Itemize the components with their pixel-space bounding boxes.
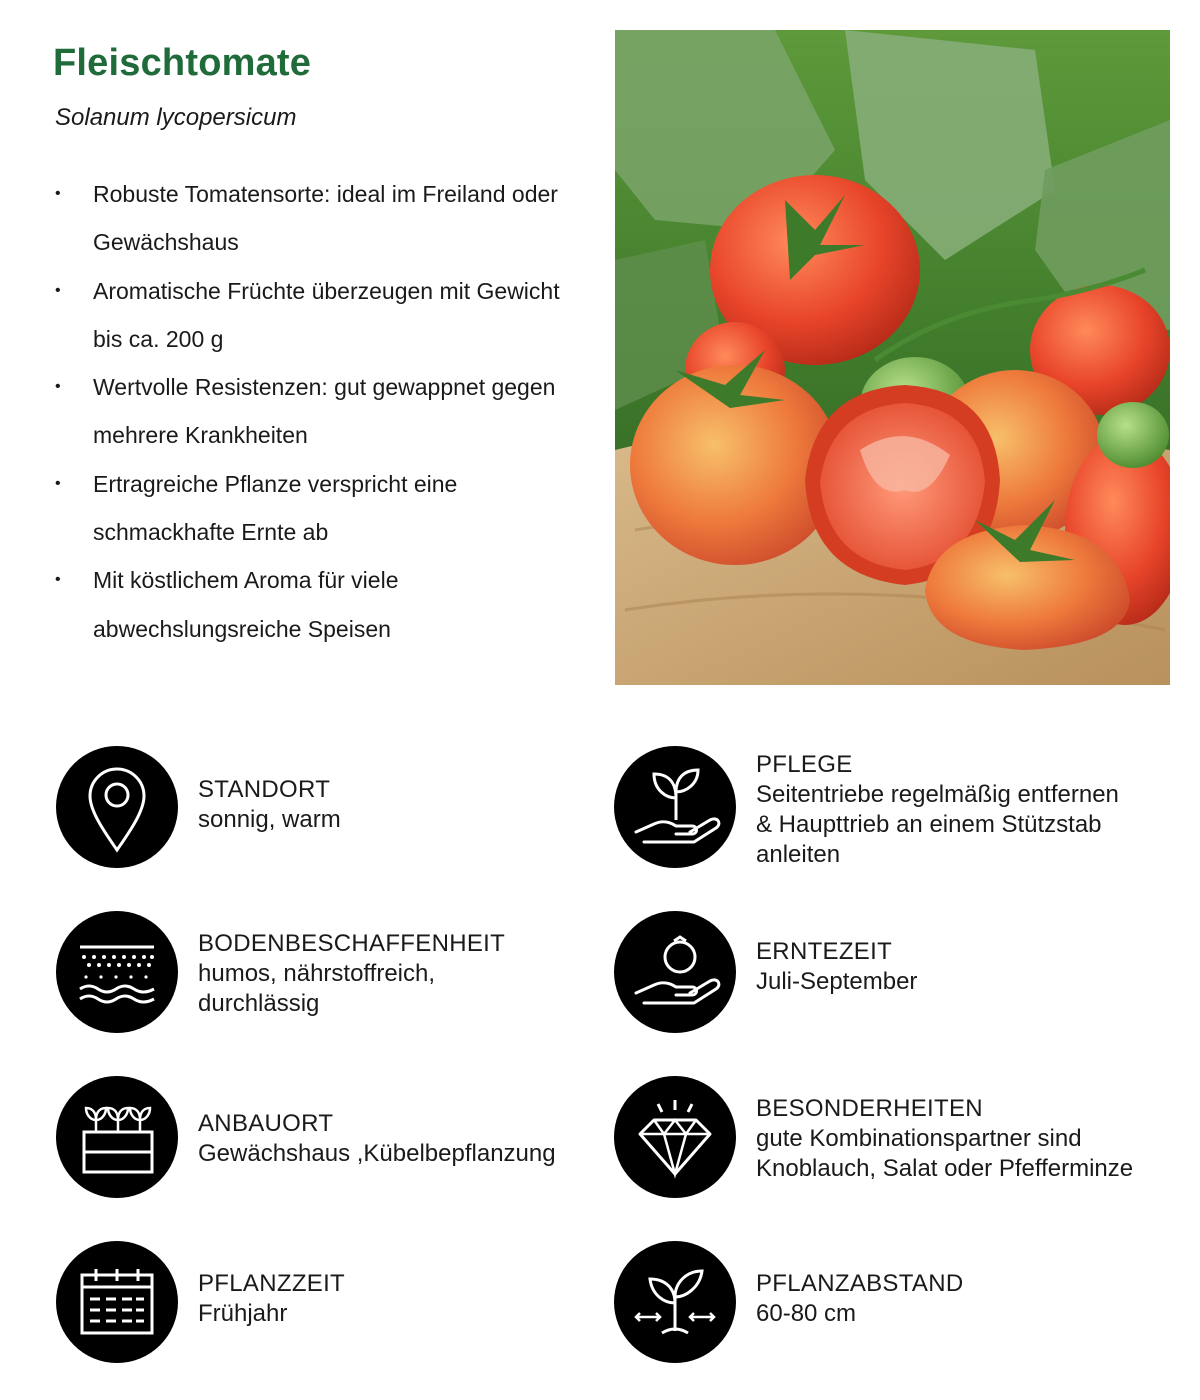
bullet-dot: •	[55, 185, 61, 202]
location-pin-icon	[56, 746, 178, 868]
bullet-dot: •	[55, 281, 61, 299]
feature-label: STANDORT	[198, 776, 331, 803]
bullet-dot: •	[55, 571, 61, 589]
plant-box-icon	[56, 1076, 178, 1198]
latin-name: Solanum lycopersicum	[55, 104, 297, 131]
feature-label: ANBAUORT	[198, 1110, 334, 1137]
feature-boden	[56, 911, 576, 1033]
bullet-dot: •	[55, 378, 61, 396]
feature-standort	[56, 746, 576, 868]
feature-bullet-list	[55, 170, 595, 653]
bullet-text: Mit köstlichem Aroma für viele abwechslungsreiche Speisen	[93, 567, 399, 642]
feature-erntezeit	[614, 911, 1174, 1033]
bullet-item	[55, 267, 595, 364]
feature-value: Gewächshaus ,Kübelbepflanzung	[198, 1140, 556, 1167]
bullet-item	[55, 363, 595, 460]
tomato-photo	[615, 30, 1170, 685]
bullet-text: Aromatische Früchte überzeugen mit Gewicht bis ca. 200 g	[93, 277, 560, 352]
diamond-icon	[614, 1076, 736, 1198]
feature-pflanzabstand	[614, 1241, 1174, 1363]
feature-value: 60-80 cm	[756, 1300, 857, 1327]
product-title: Fleischtomate	[53, 42, 312, 84]
bullet-item	[55, 460, 595, 557]
feature-pflege	[614, 746, 1174, 868]
feature-label: ERNTEZEIT	[756, 938, 893, 965]
seedling-in-hand-icon	[614, 746, 736, 868]
plant-spacing-icon	[614, 1241, 736, 1363]
feature-besonderheiten	[614, 1076, 1184, 1198]
feature-label: PFLANZABSTAND	[756, 1270, 964, 1297]
feature-label: PFLEGE	[756, 751, 853, 778]
feature-value: sonnig, warm	[198, 806, 341, 833]
fruit-in-hand-icon	[614, 911, 736, 1033]
bullet-text: Wertvolle Resistenzen: gut gewappnet gegen mehrere Krankheiten	[93, 374, 556, 449]
feature-label: BESONDERHEITEN	[756, 1095, 983, 1122]
bullet-text: Robuste Tomatensorte: ideal im Freiland oder Gewächshaus	[93, 181, 558, 256]
bullet-text: Ertragreiche Pflanze verspricht eine schmackhafte Ernte ab	[93, 470, 458, 546]
bullet-item	[55, 556, 595, 653]
feature-value: Seitentriebe regelmäßig entfernen & Haupttrieb an einem Stützstab anleiten	[756, 781, 1119, 868]
feature-value: gute Kombinationspartner sind Knoblauch, Salat oder Pfefferminze	[756, 1125, 1134, 1182]
calendar-icon	[56, 1241, 178, 1363]
feature-pflanzzeit	[56, 1241, 576, 1363]
feature-value: humos, nährstoffreich, durchlässig	[198, 960, 436, 1017]
feature-label: PFLANZZEIT	[198, 1270, 346, 1297]
tomato-illustration	[615, 30, 1170, 685]
soil-layers-icon	[56, 911, 178, 1033]
feature-value: Juli-September	[756, 968, 918, 995]
bullet-dot: •	[55, 474, 61, 492]
feature-label: BODENBESCHAFFENHEIT	[198, 930, 506, 957]
bullet-item	[55, 170, 595, 267]
feature-value: Frühjahr	[198, 1300, 288, 1327]
feature-anbauort	[56, 1076, 596, 1198]
